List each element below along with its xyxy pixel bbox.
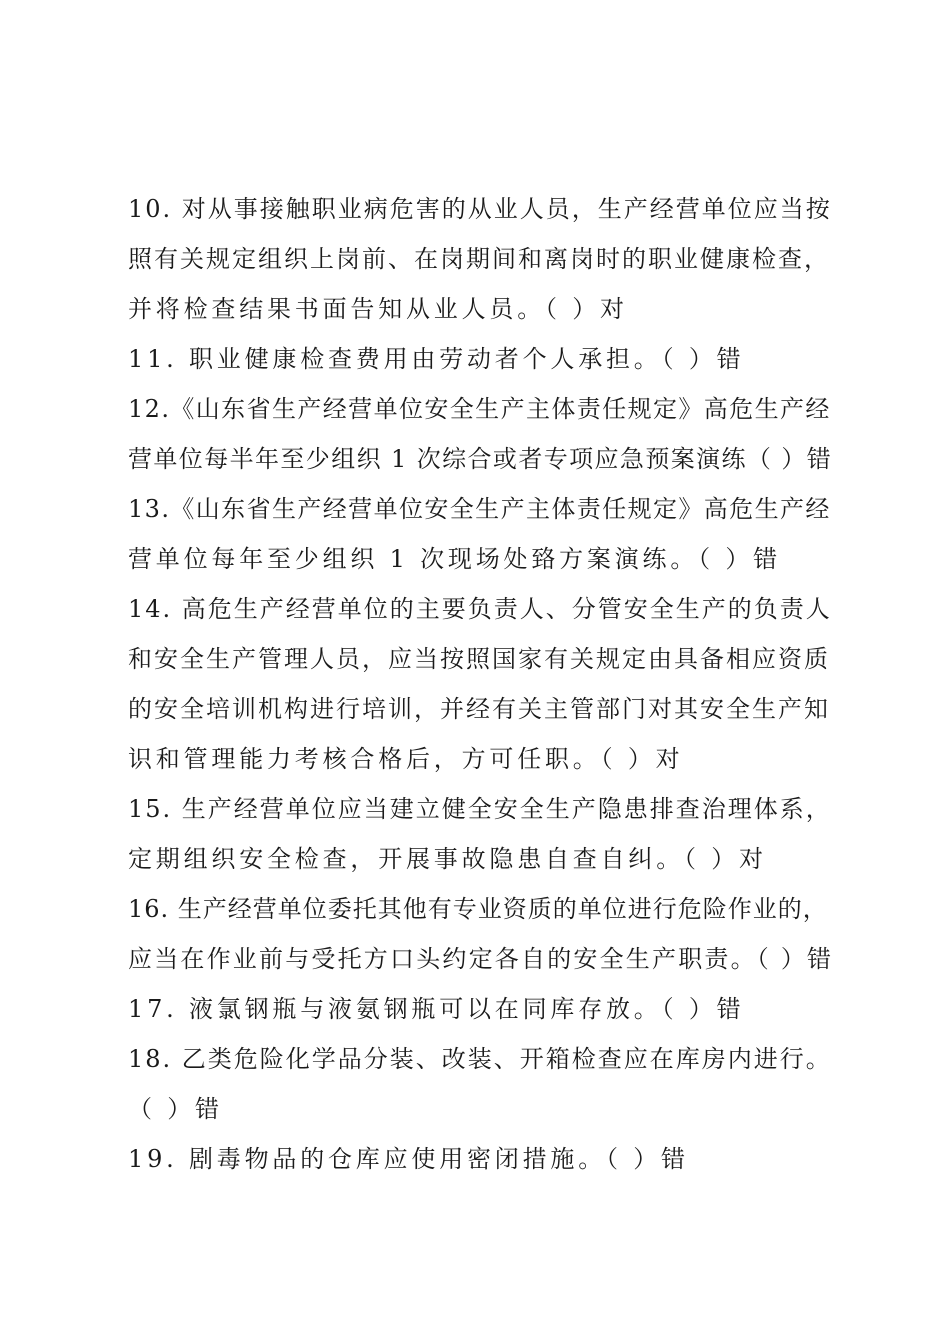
text-line: 应当在作业前与受托方口头约定各自的安全生产职责。（ ）错 — [128, 945, 834, 973]
text-line: 18. 乙类危险化学品分装、改装、开箱检查应在库房内进行。 — [128, 1045, 832, 1073]
text-line: 的安全培训机构进行培训，并经有关主管部门对其安全生产知 — [128, 695, 830, 723]
text-line: 19. 剧毒物品的仓库应使用密闭措施。（ ）错 — [128, 1145, 689, 1173]
question-list — [128, 184, 833, 1184]
text-line: 10. 对从事接触职业病危害的从业人员，生产经营单位应当按 — [128, 195, 832, 223]
text-line: 定期组织安全检查，开展事故隐患自查自纠。（ ）对 — [128, 845, 767, 873]
text-line: 并将检查结果书面告知从业人员。（ ）对 — [128, 295, 628, 323]
text-line: 11. 职业健康检查费用由劳动者个人承担。（ ）错 — [128, 345, 745, 373]
text-line: 14. 高危生产经营单位的主要负责人、分管安全生产的负责人 — [128, 595, 832, 623]
text-line: 12.《山东省生产经营单位安全生产主体责任规定》高危生产经 — [128, 395, 831, 423]
text-line: （ ）错 — [128, 1095, 223, 1123]
text-line: 营单位每半年至少组织 1 次综合或者专项应急预案演练（ ）错 — [128, 445, 833, 473]
text-line: 16. 生产经营单位委托其他有专业资质的单位进行危险作业的， — [128, 895, 828, 923]
text-line: 17. 液氯钢瓶与液氨钢瓶可以在同库存放。（ ）错 — [128, 995, 745, 1023]
text-line: 识和管理能力考核合格后，方可任职。（ ）对 — [128, 745, 684, 773]
text-line: 15. 生产经营单位应当建立健全安全生产隐患排查治理体系， — [128, 795, 832, 823]
text-line: 照有关规定组织上岗前、在岗期间和离岗时的职业健康检查， — [128, 245, 830, 273]
text-line: 13.《山东省生产经营单位安全生产主体责任规定》高危生产经 — [128, 495, 831, 523]
text-line: 营单位每年至少组织 1 次现场处臵方案演练。（ ）错 — [128, 545, 781, 573]
text-line: 和安全生产管理人员，应当按照国家有关规定由具备相应资质 — [128, 645, 830, 673]
